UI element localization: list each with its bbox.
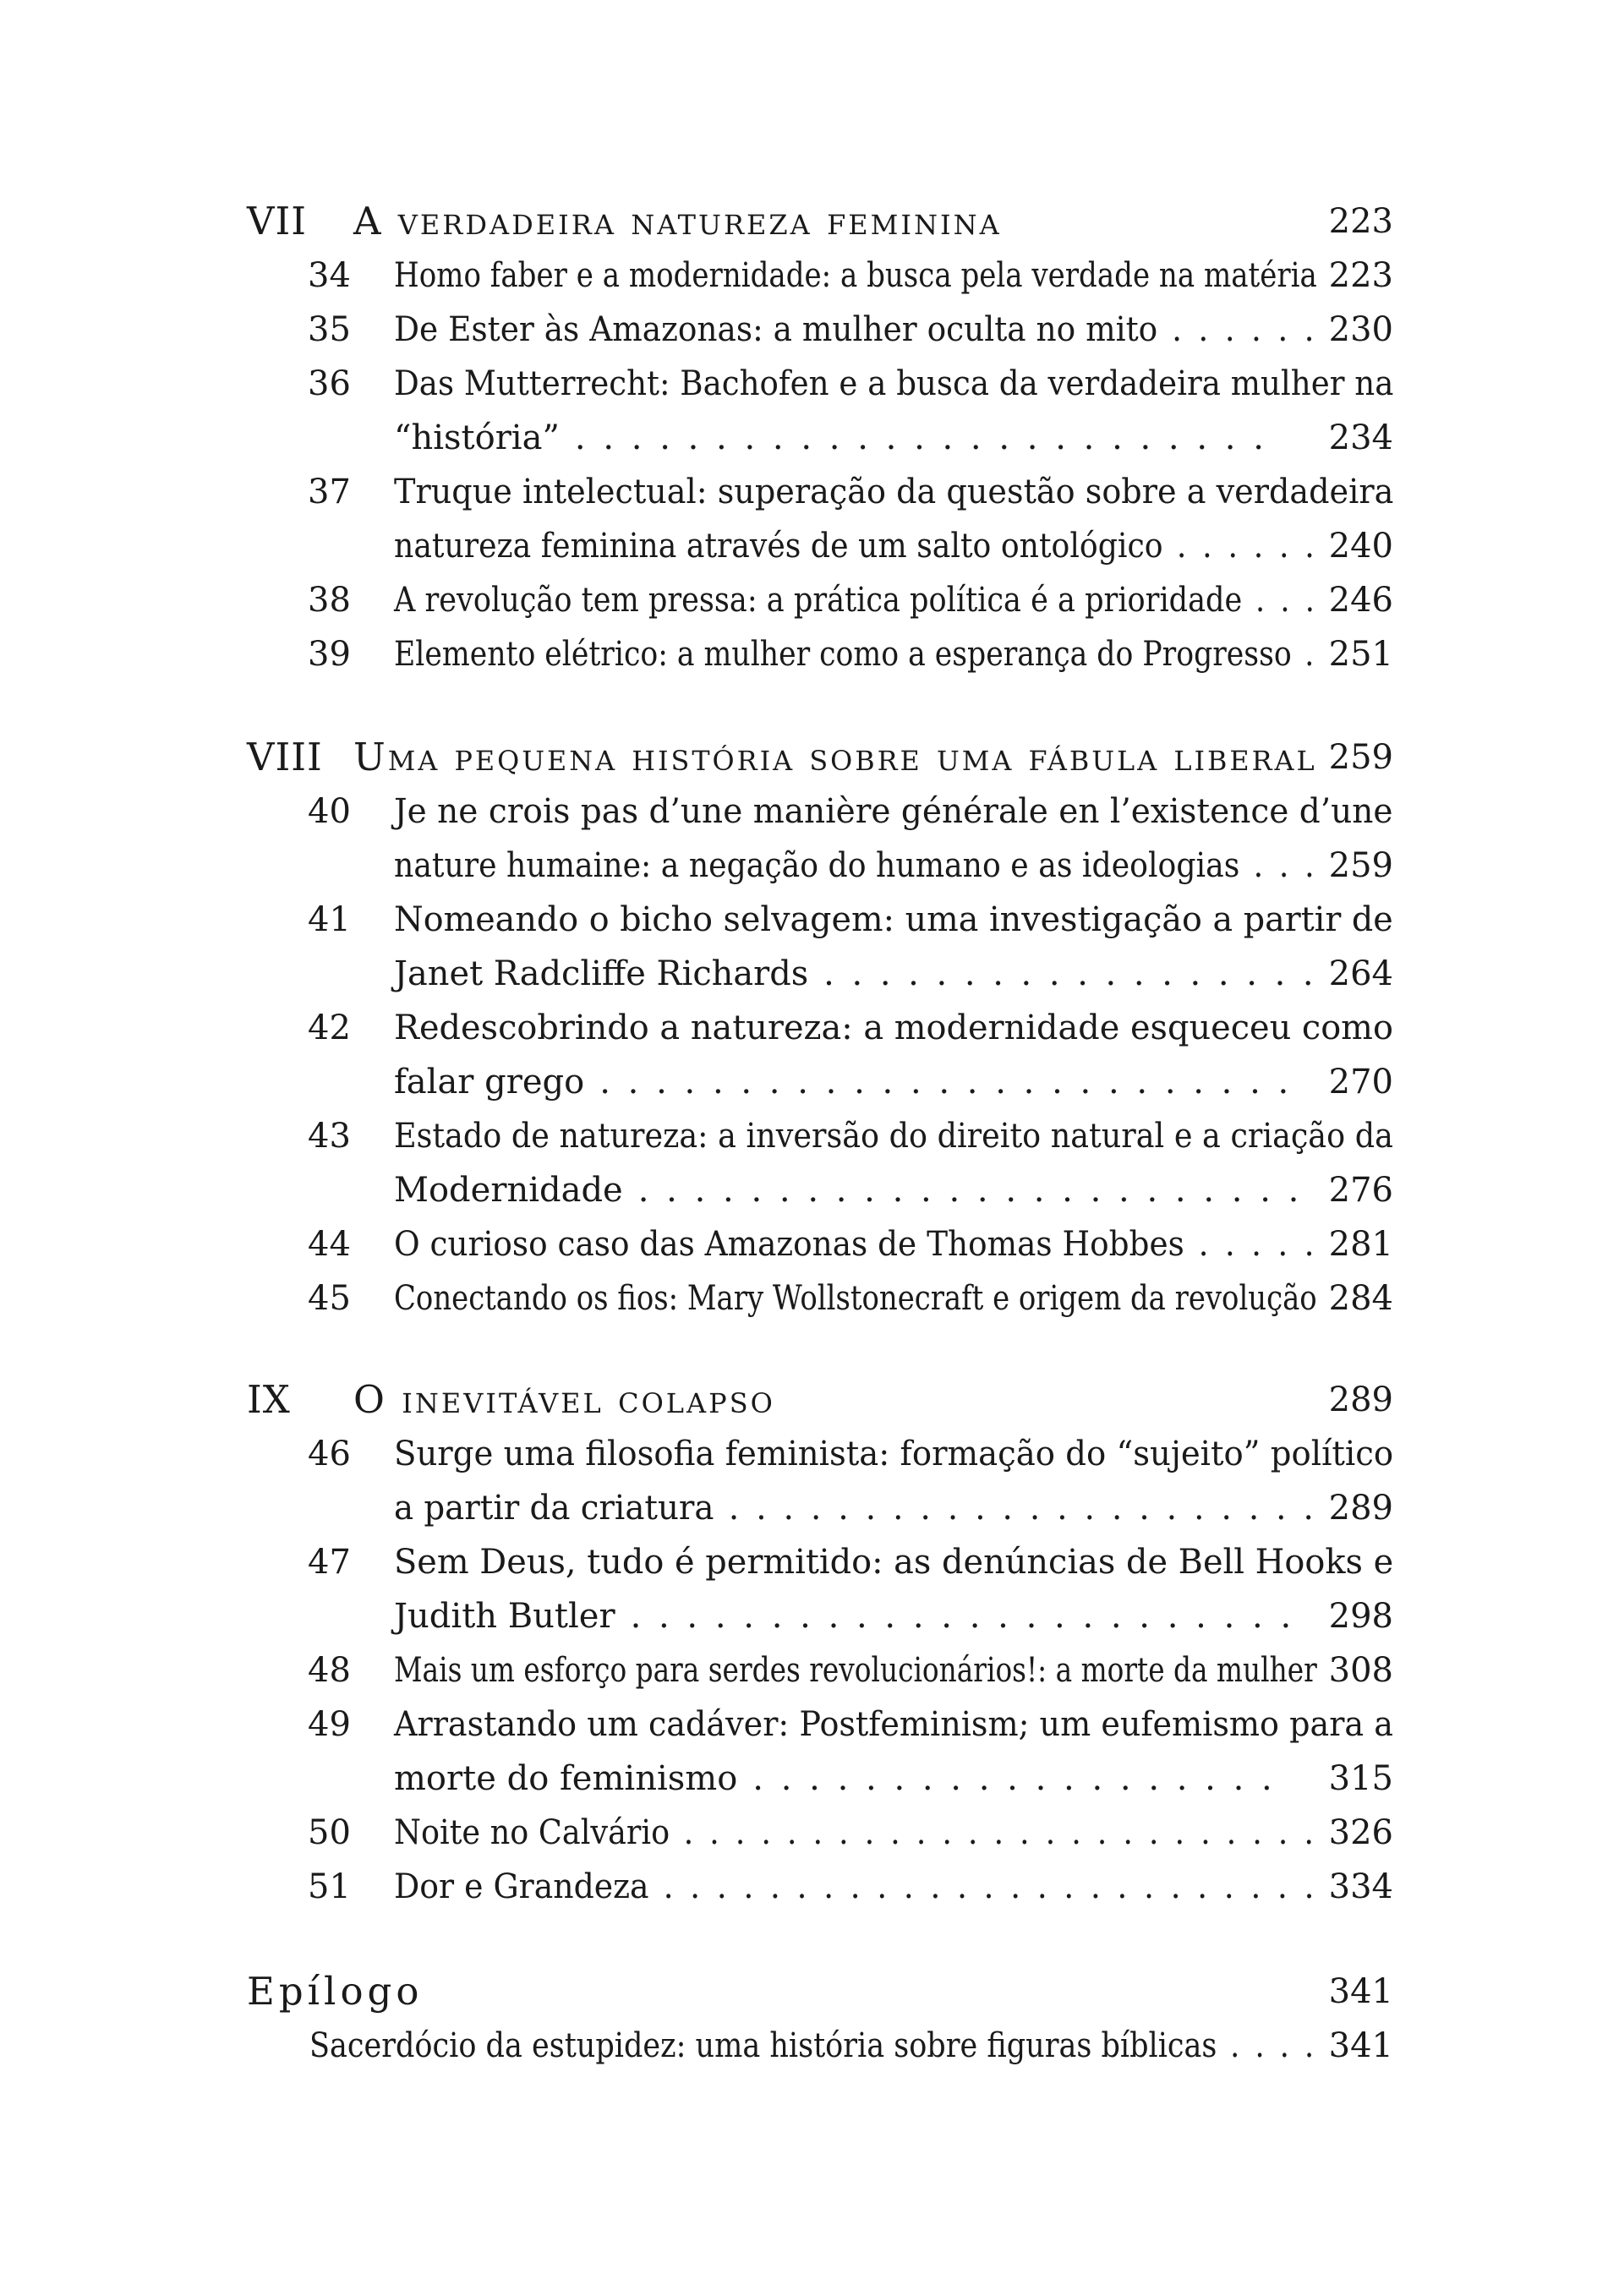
chapter-title-line: Je ne crois pas d’une manière générale en l’existence d’une — [394, 792, 1393, 831]
chapter-title — [394, 1109, 1393, 1163]
chapter-title-line: nature humaine: a negação do humano e as ideologias — [394, 846, 1240, 885]
chapter-title-line: Das Mutterrecht: Bachofen e a busca da verdadeira mulher na — [394, 364, 1394, 403]
chapter-page-number: 234 — [1328, 418, 1393, 457]
chapter-number: 35 — [308, 310, 351, 349]
chapter-number: 41 — [308, 900, 351, 939]
chapter-title-line: morte do feminismo — [394, 1759, 738, 1798]
chapter-number: 47 — [308, 1543, 351, 1582]
part-title-rest: verdadeira natureza feminina — [383, 199, 1002, 243]
chapter-entry-continued[interactable] — [247, 839, 1393, 893]
part-page-number: 223 — [1328, 202, 1393, 241]
chapter-entry[interactable] — [247, 573, 1393, 627]
chapter-title-continued — [394, 1481, 1317, 1535]
chapter-title-line: Estado de natureza: a inversão do direito natural e a criação da — [394, 1117, 1393, 1156]
chapter-title-line: Redescobrindo a natureza: a modernidade esqueceu como — [394, 1009, 1393, 1047]
chapter-entry-continued[interactable] — [247, 1589, 1393, 1643]
chapter-title — [394, 1271, 1317, 1326]
chapter-entry-continued[interactable] — [247, 1481, 1393, 1535]
leader-dots: . . . . . . . . . . . . . . . . . . . . . . . . . — [683, 1813, 1317, 1852]
chapter-page-number: 315 — [1328, 1759, 1393, 1798]
chapter-title — [394, 627, 1317, 681]
chapter-title-line: Arrastando um cadáver: Postfeminism; um eufemismo para a — [394, 1705, 1393, 1744]
leader-dots: . . . . . . . . . . . . . . . . . . . . . . — [728, 1489, 1317, 1528]
chapter-title-continued — [394, 519, 1317, 573]
chapter-number: 40 — [308, 792, 351, 831]
chapter-title — [394, 1001, 1393, 1055]
chapter-title — [394, 1535, 1393, 1589]
chapter-title — [394, 303, 1317, 357]
chapter-page-number: 276 — [1328, 1171, 1393, 1210]
epilogue-entry[interactable] — [247, 2019, 1393, 2073]
chapter-title-line: Dor e Grandeza — [394, 1867, 649, 1906]
chapter-entry-continued[interactable] — [247, 519, 1393, 573]
chapter-page-number: 270 — [1328, 1063, 1393, 1102]
chapter-title-line: Noite no Calvário — [394, 1813, 670, 1852]
part-page-number: 259 — [1328, 738, 1393, 777]
chapter-page-number: 264 — [1328, 954, 1393, 993]
chapter-title-line: O curioso caso das Amazonas de Thomas Hobbes — [394, 1225, 1184, 1264]
chapter-entry[interactable] — [247, 357, 1393, 411]
chapter-title — [394, 1697, 1393, 1752]
part-numeral: VIII — [247, 735, 323, 779]
chapter-entry-continued[interactable] — [247, 947, 1393, 1001]
chapter-page-number: 251 — [1328, 635, 1393, 674]
leader-dots: . . . . . . . . . . . . . . . . . . . — [752, 1759, 1276, 1798]
chapter-entry[interactable] — [247, 249, 1393, 303]
chapter-entry[interactable] — [247, 1217, 1393, 1271]
chapter-title-line: Elemento elétrico: a mulher como a esperança do Progresso — [394, 635, 1292, 674]
part-title — [353, 730, 1317, 784]
chapter-entry[interactable] — [247, 1697, 1393, 1752]
leader-dots: . . . . . . . . . . . . . . . . . . — [823, 954, 1317, 993]
epilogue-page-number: 341 — [1328, 1972, 1393, 2011]
chapter-entry[interactable] — [247, 465, 1393, 519]
chapter-title-line: Surge uma filosofia feminista: formação do “sujeito” político — [394, 1435, 1394, 1473]
leader-dots: . . . . — [1230, 2026, 1317, 2065]
part-heading[interactable] — [247, 730, 1393, 784]
chapter-page-number: 281 — [1328, 1225, 1393, 1264]
epilogue-entry-page-number: 341 — [1328, 2026, 1393, 2065]
chapter-number: 34 — [308, 256, 351, 295]
chapter-entry[interactable] — [247, 303, 1393, 357]
chapter-title-line: Modernidade — [394, 1171, 623, 1210]
chapter-title — [394, 357, 1393, 411]
chapter-title-continued — [394, 411, 1267, 465]
chapter-entry-continued[interactable] — [247, 1163, 1393, 1217]
chapter-title-continued — [394, 1589, 1294, 1643]
chapter-title-continued — [394, 1752, 1276, 1806]
epilogue-entry-title — [309, 2019, 1317, 2073]
chapter-entry[interactable] — [247, 1271, 1393, 1326]
chapter-entry[interactable] — [247, 1427, 1393, 1481]
epilogue-heading[interactable] — [247, 1965, 1393, 2019]
leader-dots: . . . . . . — [1172, 310, 1318, 349]
chapter-title-continued — [394, 1163, 1302, 1217]
chapter-number: 46 — [308, 1435, 351, 1473]
leader-dots: . . . . . . . . . . . . . . . . . . . . . . . . . — [663, 1867, 1318, 1906]
chapter-entry[interactable] — [247, 1109, 1393, 1163]
chapter-entry[interactable] — [247, 1643, 1393, 1697]
chapter-title — [394, 1427, 1393, 1481]
chapter-entry[interactable] — [247, 1806, 1393, 1860]
chapter-page-number: 230 — [1328, 310, 1393, 349]
part-title-rest: ma pequena história sobre uma fábula liberal — [387, 735, 1317, 779]
chapter-title-line: falar grego — [394, 1063, 585, 1102]
chapter-page-number: 284 — [1328, 1279, 1393, 1318]
chapter-number: 48 — [308, 1651, 351, 1690]
chapter-title-line: Mais um esforço para serdes revolucionários!: a morte da mulher — [394, 1651, 1317, 1690]
chapter-title — [394, 249, 1317, 303]
chapter-entry[interactable] — [247, 627, 1393, 681]
chapter-title — [394, 1217, 1317, 1271]
chapter-title-line: Nomeando o bicho selvagem: uma investigação a partir de — [394, 900, 1393, 939]
chapter-title-line: Janet Radcliffe Richards — [394, 954, 809, 993]
chapter-entry[interactable] — [247, 1535, 1393, 1589]
chapter-page-number: 334 — [1328, 1867, 1393, 1906]
leader-dots: . . . — [1253, 846, 1318, 885]
part-title-first: U — [353, 735, 388, 779]
chapter-entry[interactable] — [247, 1001, 1393, 1055]
chapter-title-line: Sem Deus, tudo é permitido: as denúncias de Bell Hooks e — [394, 1543, 1394, 1582]
part-title — [353, 1373, 775, 1427]
part-numeral: VII — [247, 199, 308, 243]
chapter-page-number: 223 — [1328, 256, 1393, 295]
part-numeral: IX — [247, 1377, 291, 1422]
chapter-number: 44 — [308, 1225, 351, 1264]
leader-dots: . . . . . . . . . . . . . . . . . . . . . . . . — [630, 1597, 1295, 1636]
part-title-rest: inevitável colapso — [386, 1377, 775, 1422]
leader-dots: . . . — [1255, 581, 1318, 620]
chapter-number: 38 — [308, 581, 351, 620]
chapter-number: 49 — [308, 1705, 351, 1744]
chapter-title-continued — [394, 947, 1317, 1001]
chapter-entry[interactable] — [247, 1860, 1393, 1914]
part-title-first: O — [353, 1377, 387, 1422]
chapter-entry-continued[interactable] — [247, 1752, 1393, 1806]
chapter-page-number: 308 — [1328, 1651, 1393, 1690]
chapter-title — [394, 1860, 1317, 1914]
chapter-number: 37 — [308, 473, 351, 511]
part-title — [353, 194, 1002, 249]
leader-dots: . . . . . . . . . . . . . . . . . . . . . . . . — [637, 1171, 1303, 1210]
chapter-page-number: 289 — [1328, 1489, 1393, 1528]
part-page-number: 289 — [1328, 1380, 1393, 1419]
chapter-entry-continued[interactable] — [247, 411, 1393, 465]
part-heading[interactable] — [247, 1373, 1393, 1427]
chapter-number: 50 — [308, 1813, 351, 1852]
part-title-first: A — [353, 199, 384, 243]
leader-dots: . — [1304, 635, 1317, 674]
chapter-entry[interactable] — [247, 784, 1393, 839]
leader-dots: . . . . . . — [1176, 527, 1318, 566]
chapter-title-line: Homo faber e a modernidade: a busca pela verdade na matéria — [394, 256, 1317, 295]
chapter-number: 43 — [308, 1117, 351, 1156]
chapter-page-number: 240 — [1328, 527, 1393, 566]
chapter-number: 45 — [308, 1279, 351, 1318]
chapter-page-number: 298 — [1328, 1597, 1393, 1636]
chapter-title — [394, 573, 1317, 627]
chapter-title-line: Truque intelectual: superação da questão sobre a verdadeira — [394, 473, 1394, 511]
chapter-title-continued — [394, 1055, 1292, 1109]
chapter-title — [394, 893, 1393, 947]
chapter-title-line: De Ester às Amazonas: a mulher oculta no mito — [394, 310, 1158, 349]
chapter-title-line: Conectando os fios: Mary Wollstonecraft e origem da revolução — [394, 1279, 1317, 1318]
chapter-number: 42 — [308, 1009, 351, 1047]
chapter-title — [394, 1806, 1317, 1860]
chapter-title-line: a partir da criatura — [394, 1489, 714, 1528]
chapter-title-line: natureza feminina através de um salto ontológico — [394, 527, 1163, 566]
chapter-entry[interactable] — [247, 893, 1393, 947]
chapter-title — [394, 784, 1393, 839]
chapter-title — [394, 465, 1393, 519]
chapter-title-line: Judith Butler — [394, 1597, 615, 1636]
chapter-page-number: 246 — [1328, 581, 1393, 620]
chapter-number: 39 — [308, 635, 351, 674]
chapter-title — [394, 1643, 1317, 1697]
epilogue-entry-text: Sacerdócio da estupidez: uma história sobre figuras bíblicas — [309, 2026, 1217, 2065]
leader-dots: . . . . . . . . . . . . . . . . . . . . . . . . . — [599, 1063, 1293, 1102]
chapter-title-line: “história” — [394, 418, 560, 457]
leader-dots: . . . . . . . . . . . . . . . . . . . . . . . . . — [574, 418, 1267, 457]
chapter-number: 36 — [308, 364, 351, 403]
leader-dots: . . . . . — [1198, 1225, 1318, 1264]
chapter-page-number: 326 — [1328, 1813, 1393, 1852]
epilogue-title: Epílogo — [247, 1969, 424, 2014]
chapter-page-number: 259 — [1328, 846, 1393, 885]
chapter-number: 51 — [308, 1867, 351, 1906]
part-heading[interactable] — [247, 194, 1393, 249]
chapter-entry-continued[interactable] — [247, 1055, 1393, 1109]
chapter-title-continued — [394, 839, 1317, 893]
chapter-title-line: A revolução tem pressa: a prática política é a prioridade — [394, 581, 1243, 620]
